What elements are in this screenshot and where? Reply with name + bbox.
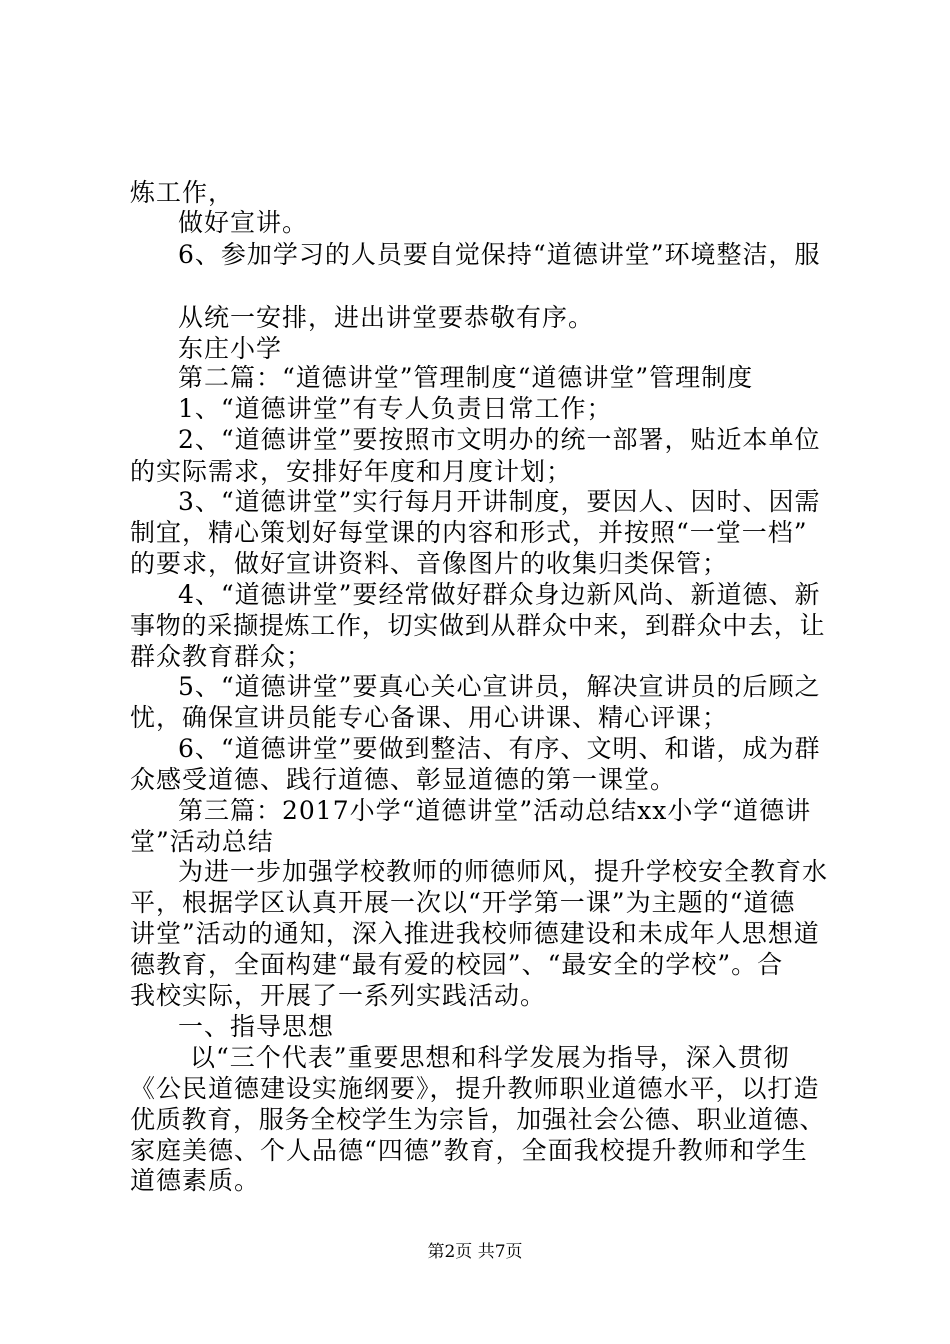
- text-line: 制宜，精心策划好每堂课的内容和形式，并按照“一堂一档”: [130, 518, 808, 547]
- text-line: 3、“道德讲堂”实行每月开讲制度，要因人、因时、因需: [178, 487, 821, 516]
- text-line: 做好宣讲。: [178, 208, 309, 237]
- section-heading: 第三篇：2017小学“道德讲堂”活动总结xx小学“道德讲: [178, 796, 812, 825]
- page-number-footer: 第2页 共7页: [427, 1242, 523, 1262]
- text-line: 家庭美德、个人品德“四德”教育，全面我校提升教师和学生: [130, 1136, 808, 1165]
- subsection-heading: 一、指导思想: [178, 1012, 335, 1041]
- text-line: 的实际需求，安排好年度和月度计划；: [130, 457, 573, 486]
- text-line: 《公民道德建设实施纲要》，提升教师职业道德水平，以打造: [130, 1074, 820, 1103]
- section-heading: 第二篇：“道德讲堂”管理制度“道德讲堂”管理制度: [178, 363, 754, 392]
- text-line: 2、“道德讲堂”要按照市文明办的统一部署，贴近本单位: [178, 425, 821, 454]
- text-line: 5、“道德讲堂”要真心关心宣讲员，解决宣讲员的后顾之: [178, 672, 821, 701]
- text-line: 平，根据学区认真开展一次以“开学第一课”为主题的“道德: [130, 888, 796, 917]
- text-line: 从统一安排，进出讲堂要恭敬有序。: [178, 303, 595, 332]
- text-line: 东庄小学: [178, 334, 283, 363]
- text-line: 忧，确保宣讲员能专心备课、用心讲课、精心评课；: [130, 703, 729, 732]
- text-line: 德教育，全面构建“最有爱的校园”、“最安全的学校”。合: [130, 950, 784, 979]
- text-line: 道德素质。: [130, 1166, 261, 1195]
- text-line: 的要求，做好宣讲资料、音像图片的收集归类保管；: [130, 549, 729, 578]
- text-line: 讲堂”活动的通知，深入推进我校师德建设和未成年人思想道: [130, 919, 820, 948]
- text-line: 优质教育，服务全校学生为宗旨，加强社会公德、职业道德、: [130, 1105, 826, 1134]
- section-heading: 堂”活动总结: [130, 827, 274, 856]
- text-line: 6、参加学习的人员要自觉保持“道德讲堂”环境整洁，服: [178, 240, 821, 269]
- text-line: 群众教育群众；: [130, 642, 313, 671]
- text-line: 以“三个代表”重要思想和科学发展为指导，深入贯彻: [190, 1043, 790, 1072]
- text-line: 4、“道德讲堂”要经常做好群众身边新风尚、新道德、新: [178, 580, 821, 609]
- text-line: 炼工作，: [130, 178, 235, 207]
- text-line: 众感受道德、践行道德、彰显道德的第一课堂。: [130, 765, 677, 794]
- text-line: 我校实际，开展了一系列实践活动。: [130, 981, 547, 1010]
- text-line: 为进一步加强学校教师的师德师风，提升学校安全教育水: [178, 857, 829, 886]
- text-line: 事物的采撷提炼工作，切实做到从群众中来，到群众中去，让: [130, 611, 826, 640]
- text-line: 6、“道德讲堂”要做到整洁、有序、文明、和谐，成为群: [178, 734, 821, 763]
- text-line: 1、“道德讲堂”有专人负责日常工作；: [178, 394, 613, 423]
